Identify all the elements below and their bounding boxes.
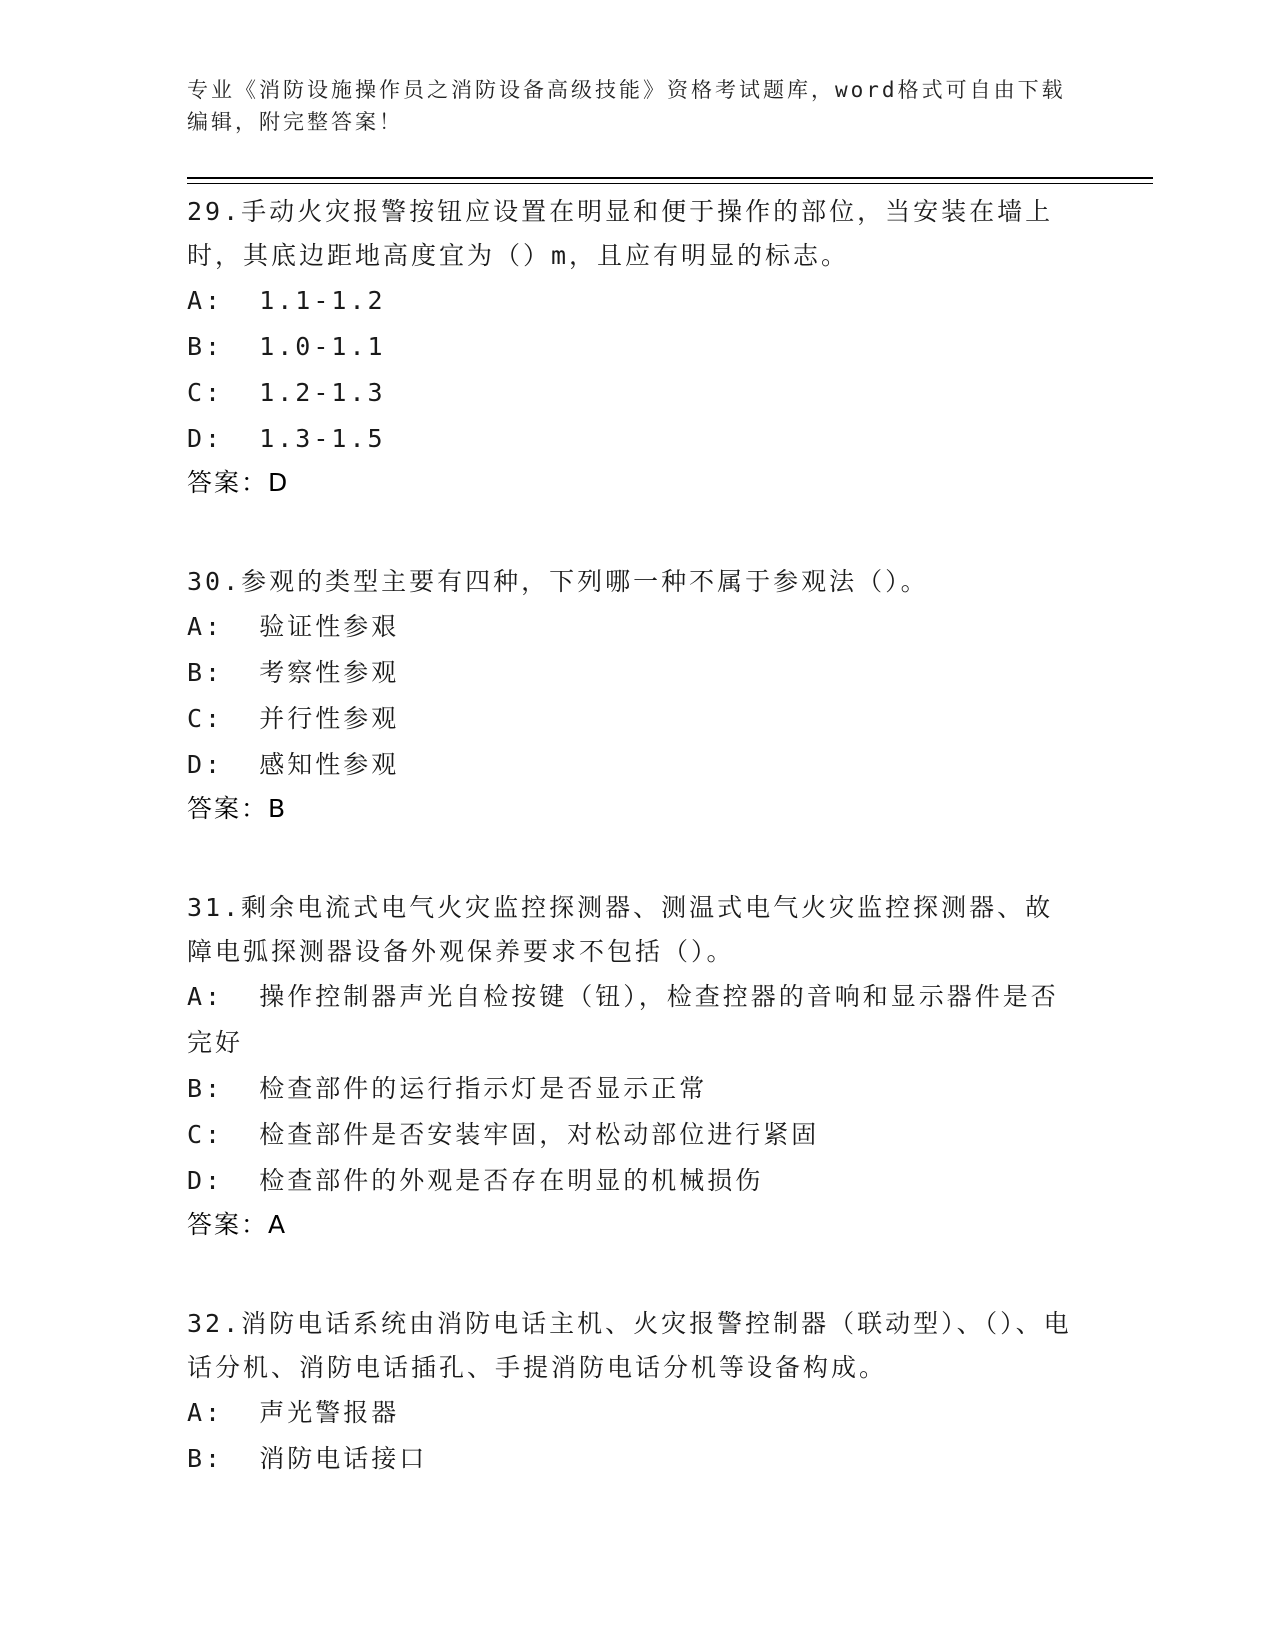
- question-30: [187, 560, 1077, 830]
- answer-label: 答案：A: [187, 1210, 288, 1239]
- header-divider-thin: [187, 183, 1153, 184]
- question-text: 30.参观的类型主要有四种，下列哪一种不属于参观法（）。: [187, 567, 929, 596]
- answer-label: 答案：D: [187, 468, 290, 497]
- option-b: B: 1.0-1.1: [187, 332, 386, 361]
- question-29: [187, 190, 1077, 504]
- document-header: 专业《消防设施操作员之消防设备高级技能》资格考试题库，word格式可自由下载编辑，附完整答案！: [187, 78, 1066, 134]
- question-text: 32.消防电话系统由消防电话主机、火灾报警控制器（联动型）、（）、电话分机、消防电话插孔、手提消防电话分机等设备构成。: [187, 1309, 1072, 1382]
- header-divider-thick: [187, 177, 1153, 179]
- question-31: [187, 886, 1077, 1246]
- option-d: D: 感知性参观: [187, 750, 400, 779]
- option-c: C: 1.2-1.3: [187, 378, 386, 407]
- option-c: C: 并行性参观: [187, 704, 400, 733]
- question-list: [187, 190, 1077, 1538]
- option-a: A: 验证性参艰: [187, 612, 400, 641]
- option-a: A: 1.1-1.2: [187, 286, 386, 315]
- option-b: B: 检查部件的运行指示灯是否显示正常: [187, 1074, 708, 1103]
- option-a: A: 声光警报器: [187, 1398, 400, 1427]
- answer-label: 答案：B: [187, 794, 288, 823]
- question-text: 31.剩余电流式电气火灾监控探测器、测温式电气火灾监控探测器、故障电弧探测器设备外观保养要求不包括（）。: [187, 893, 1054, 966]
- option-b: B: 考察性参观: [187, 658, 400, 687]
- option-b: B: 消防电话接口: [187, 1444, 428, 1473]
- question-32: [187, 1302, 1077, 1482]
- option-d: D: 1.3-1.5: [187, 424, 386, 453]
- option-c: C: 检查部件是否安装牢固，对松动部位进行紧固: [187, 1120, 820, 1149]
- option-d: D: 检查部件的外观是否存在明显的机械损伤: [187, 1166, 764, 1195]
- question-text: 29.手动火灾报警按钮应设置在明显和便于操作的部位，当安装在墙上时，其底边距地高度宜为（）m，且应有明显的标志。: [187, 197, 1054, 270]
- option-a: A: 操作控制器声光自检按键（钮），检查控器的音响和显示器件是否完好: [187, 982, 1059, 1057]
